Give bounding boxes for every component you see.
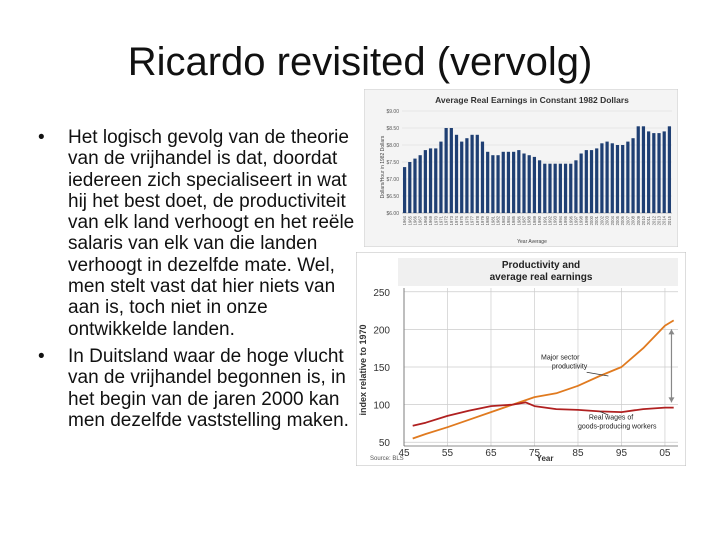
productivity-line-chart-svg xyxy=(356,252,686,466)
x-tick-label: 1983 xyxy=(500,216,506,226)
x-tick-label: 1991 xyxy=(542,216,548,226)
x-tick-label: 1967 xyxy=(417,216,423,226)
bullet-list xyxy=(38,127,358,437)
bar xyxy=(600,143,603,213)
x-tick-label: 2002 xyxy=(599,216,605,226)
x-tick-label: 1976 xyxy=(464,216,470,226)
slide-title: Ricardo revisited (vervolg) xyxy=(127,40,593,84)
y-tick-label: $6.00 xyxy=(386,211,399,217)
bar xyxy=(564,164,567,213)
bar xyxy=(496,155,499,213)
x-tick-label: 1985 xyxy=(511,216,517,226)
x-tick-label: 2005 xyxy=(614,216,620,226)
bar xyxy=(554,164,557,213)
x-tick-label: 2004 xyxy=(609,216,615,226)
x-tick-label: 1998 xyxy=(578,216,584,226)
x-tick-label: 85 xyxy=(572,448,584,459)
chart-title: Average Real Earnings in Constant 1982 Dollars xyxy=(435,95,629,105)
productivity-line-chart xyxy=(356,252,686,466)
x-tick-label: 2003 xyxy=(604,216,610,226)
bar xyxy=(470,135,473,213)
bar xyxy=(569,164,572,213)
y-tick-label: $8.00 xyxy=(386,143,399,149)
x-tick-label: 2000 xyxy=(589,216,595,226)
x-tick-label: 1968 xyxy=(422,216,428,226)
annotation-real-wages: Real wages of xyxy=(588,414,634,422)
x-tick-label: 2011 xyxy=(646,216,652,226)
x-tick-label: 1980 xyxy=(485,216,491,226)
x-tick-label: 55 xyxy=(441,448,454,459)
bar xyxy=(642,126,645,213)
y-axis-label: Dollars/Hour in 1982 Dollars xyxy=(380,135,386,199)
source-note: Source: BLS xyxy=(370,456,404,462)
x-tick-label: 1974 xyxy=(454,216,460,226)
bar xyxy=(590,150,593,213)
bar xyxy=(502,152,505,213)
bar xyxy=(533,157,536,213)
x-tick-label: 1971 xyxy=(438,216,444,226)
y-tick-label: 50 xyxy=(378,438,390,450)
x-tick-label: 1970 xyxy=(433,216,439,226)
x-tick-label: 2015 xyxy=(666,216,672,226)
x-tick-label: 2010 xyxy=(640,216,646,226)
x-tick-label: 2012 xyxy=(651,216,657,226)
x-tick-label: 1964 xyxy=(402,216,408,226)
x-tick-label: 1987 xyxy=(521,216,527,226)
x-tick-label: 1973 xyxy=(448,216,454,226)
x-tick-label: 1975 xyxy=(459,216,465,226)
x-tick-label: 1982 xyxy=(495,216,501,226)
bar xyxy=(450,128,453,213)
x-tick-label: 1986 xyxy=(516,216,522,226)
annotation-productivity-line2: productivity xyxy=(551,363,588,371)
bar xyxy=(585,150,588,213)
y-tick-label: 200 xyxy=(373,325,390,337)
bar xyxy=(580,154,583,214)
bar xyxy=(668,126,671,213)
x-tick-label: 95 xyxy=(615,448,628,459)
x-tick-label: 1965 xyxy=(407,216,413,226)
bar xyxy=(647,131,650,213)
x-tick-label: 2008 xyxy=(630,216,636,226)
earnings-bar-chart xyxy=(364,89,678,247)
bullet-item: • In Duitsland waar de hoge vlucht van de vrijhandel begonnen is, in het begin van de jaren 2000 kan men dezelfde vaststelling maken. xyxy=(38,346,358,431)
x-tick-label: 1996 xyxy=(568,216,574,226)
bar xyxy=(439,142,442,213)
bar xyxy=(413,159,416,213)
x-tick-label: 1994 xyxy=(557,216,563,226)
x-tick-label: 2007 xyxy=(625,216,631,226)
y-tick-label: $7.00 xyxy=(386,177,399,183)
y-tick-label: $9.00 xyxy=(386,109,399,115)
bar xyxy=(512,152,515,213)
bar xyxy=(574,160,577,213)
bar xyxy=(637,126,640,213)
x-tick-label: 1992 xyxy=(547,216,553,226)
bar xyxy=(465,138,468,213)
bar xyxy=(507,152,510,213)
x-tick-label: 2006 xyxy=(620,216,626,226)
x-tick-label: 1977 xyxy=(469,216,475,226)
x-tick-label: 1984 xyxy=(505,216,511,226)
earnings-bar-chart-svg xyxy=(364,89,678,247)
x-tick-label: 1990 xyxy=(537,216,543,226)
bar xyxy=(424,150,427,213)
x-tick-label: 65 xyxy=(485,448,497,459)
x-tick-label: 2001 xyxy=(594,216,600,226)
bar xyxy=(595,148,598,213)
x-tick-label: 1978 xyxy=(474,216,480,226)
annotation-real-wages-line2: goods-producing workers xyxy=(577,423,657,431)
bar xyxy=(486,152,489,213)
bar xyxy=(548,164,551,213)
bar xyxy=(455,135,458,213)
x-tick-label: 1997 xyxy=(573,216,579,226)
bar xyxy=(631,138,634,213)
bar xyxy=(626,142,629,213)
x-axis-label: Year xyxy=(536,454,554,463)
x-tick-label: 45 xyxy=(398,448,410,459)
bar xyxy=(476,135,479,213)
bar xyxy=(434,148,437,213)
x-tick-label: 75 xyxy=(528,448,541,459)
chart-title-line2: average real earnings xyxy=(489,272,593,283)
bar xyxy=(528,155,531,213)
bar xyxy=(657,133,660,213)
bar xyxy=(419,155,422,213)
y-axis-label: index relative to 1970 xyxy=(358,324,368,416)
x-axis-label: Year Average xyxy=(517,239,547,245)
bar xyxy=(429,148,432,213)
bar xyxy=(621,145,624,213)
x-tick-label: 1993 xyxy=(552,216,558,226)
chart-title: Productivity and xyxy=(501,260,581,271)
x-tick-label: 2013 xyxy=(656,216,662,226)
bullet-item: • Het logisch gevolg van de theorie van de vrijhandel is dat, doordat iedereen zich specialiseert in wat hij het best doet, de productiviteit van elk land verhoogt en het reële salaris van elk van die landen verhoogt in dezelfde mate. Wel, men stelt vast dat hier niets van aan is, toch niet in onze ontwikkelde landen. xyxy=(38,127,358,340)
bar xyxy=(403,167,406,213)
x-tick-label: 1989 xyxy=(531,216,537,226)
y-tick-label: 250 xyxy=(373,287,390,299)
x-tick-label: 1981 xyxy=(490,216,496,226)
x-tick-label: 1995 xyxy=(563,216,569,226)
bar xyxy=(445,128,448,213)
bar xyxy=(663,131,666,213)
x-tick-label: 1972 xyxy=(443,216,449,226)
y-tick-label: 100 xyxy=(373,400,390,412)
bar xyxy=(517,150,520,213)
bar xyxy=(460,142,463,213)
bar xyxy=(605,142,608,213)
bar xyxy=(616,145,619,213)
y-tick-label: 150 xyxy=(373,363,390,374)
bar xyxy=(522,154,525,214)
bar xyxy=(481,142,484,213)
y-tick-label: $6.50 xyxy=(386,194,399,200)
bar xyxy=(408,162,411,213)
bar xyxy=(611,143,614,213)
x-tick-label: 1988 xyxy=(526,216,532,226)
x-tick-label: 1979 xyxy=(479,216,485,226)
bar xyxy=(559,164,562,213)
bar xyxy=(543,164,546,213)
x-tick-label: 05 xyxy=(659,448,671,459)
annotation-productivity: Major sector xyxy=(541,354,580,362)
x-tick-label: 2014 xyxy=(661,216,667,226)
x-tick-label: 1969 xyxy=(428,216,434,226)
y-tick-label: $8.50 xyxy=(386,126,399,132)
x-tick-label: 1966 xyxy=(412,216,418,226)
y-tick-label: $7.50 xyxy=(386,160,399,166)
bar xyxy=(652,133,655,213)
x-tick-label: 1999 xyxy=(583,216,589,226)
x-tick-label: 2009 xyxy=(635,216,641,226)
bar xyxy=(491,155,494,213)
bar xyxy=(538,160,541,213)
